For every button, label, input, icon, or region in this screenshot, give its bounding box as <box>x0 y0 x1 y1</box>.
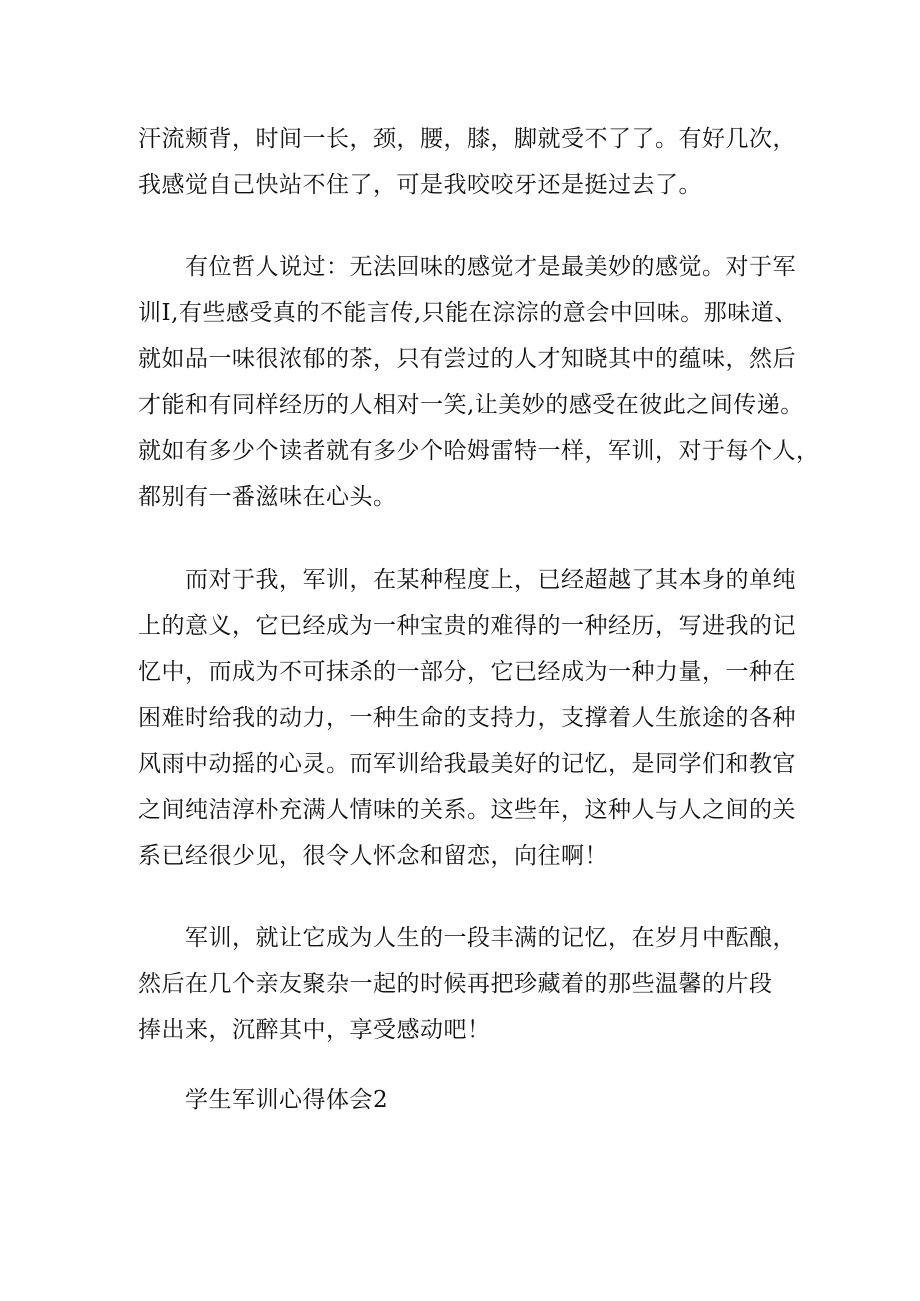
section-heading: 学生军训心得体会2 <box>138 1087 389 1113</box>
paragraph-4-line-2: 然后在几个亲友聚杂一起的时候再把珍藏着的那些温馨的片段 <box>138 971 773 997</box>
paragraph-2-line-4: 才能和有同样经历的人相对一笑,让美妙的感受在彼此之间传递。 <box>138 392 804 418</box>
paragraph-2-line-5: 就如有多少个读者就有多少个哈姆雷特一样，军训，对于每个人， <box>138 438 820 464</box>
paragraph-3-line-6: 之间纯洁淳朴充满人情味的关系。这些年，这种人与人之间的关 <box>138 797 796 823</box>
paragraph-4-line-1: 军训，就让它成为人生的一段丰满的记忆，在岁月中酝酿， <box>138 925 796 951</box>
paragraph-3-line-7: 系已经很少见，很令人怀念和留恋，向往啊！ <box>138 843 608 869</box>
paragraph-2-line-6: 都别有一番滋味在心头。 <box>138 484 397 510</box>
paragraph-3-line-1: 而对于我，军训，在某种程度上，已经超越了其本身的单纯 <box>138 567 796 593</box>
paragraph-2-line-2: 训Ⅰ,有些感受真的不能言传,只能在淙淙的意会中回味。那味道、 <box>138 300 798 326</box>
paragraph-1-line-1: 汗流颊背，时间一长，颈，腰，膝，脚就受不了了。有好几次， <box>138 126 796 152</box>
paragraph-3-line-2: 上的意义，它已经成为一种宝贵的难得的一种经历，写进我的记 <box>138 613 796 639</box>
paragraph-1-line-2: 我感觉自己快站不住了，可是我咬咬牙还是挺过去了。 <box>138 172 702 198</box>
paragraph-2-line-3: 就如品一味很浓郁的茶，只有尝过的人才知晓其中的蕴味，然后 <box>138 346 796 372</box>
paragraph-3-line-5: 风雨中动摇的心灵。而军训给我最美好的记忆，是同学们和教官 <box>138 751 796 777</box>
paragraph-3-line-4: 困难时给我的动力，一种生命的支持力，支撑着人生旅途的各种 <box>138 705 796 731</box>
paragraph-3-line-3: 忆中，而成为不可抹杀的一部分，它已经成为一种力量，一种在 <box>138 659 796 685</box>
paragraph-2-line-1: 有位哲人说过：无法回味的感觉才是最美妙的感觉。对于军 <box>138 254 796 280</box>
paragraph-4-line-3: 捧出来，沉醉其中，享受感动吧！ <box>138 1017 491 1043</box>
